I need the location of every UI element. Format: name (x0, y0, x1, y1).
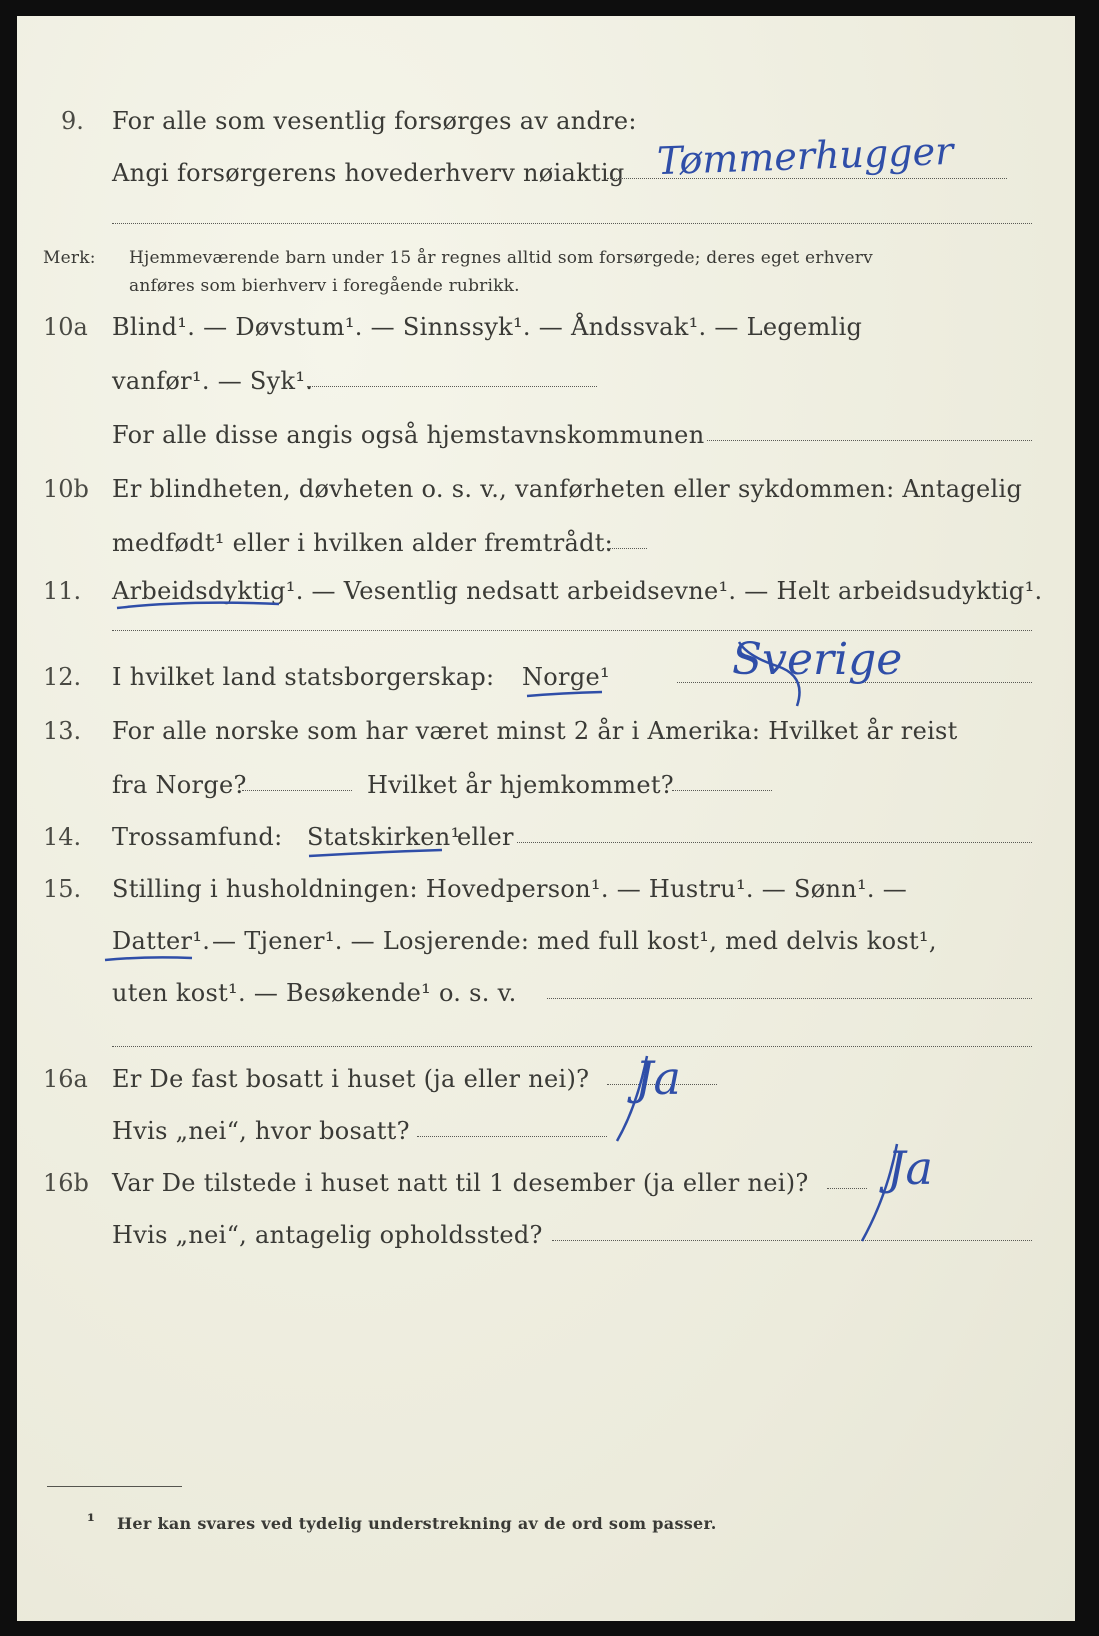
q10a-line-3: For alle disse angis også hjemstavnskommunen (112, 421, 705, 449)
norge-underline (527, 692, 602, 696)
q15-line-3: uten kost¹. — Besøkende¹ o. s. v. (112, 979, 517, 1007)
q16a-number: 16a (43, 1065, 88, 1093)
q12-number: 12. (43, 663, 82, 691)
ja-16b-stroke (862, 1144, 897, 1241)
q14-eller: eller (457, 823, 514, 851)
merk-line-2: anføres som bierhverv i foregående rubrikk. (129, 276, 520, 296)
footnote-mark: ¹ (87, 1511, 96, 1532)
arbeidsdyktig-underline (117, 603, 279, 608)
q12-handwritten-answer: Sverige (732, 634, 903, 685)
q12-norge: Norge¹ (522, 663, 610, 691)
q16b-line-2: Hvis „nei“, antagelig opholdssted? (112, 1221, 543, 1249)
handwritten-markings (17, 16, 1075, 1621)
q10a-line-1: Blind¹. — Døvstum¹. — Sinnssyk¹. — Åndssvak¹. — Legemlig (112, 313, 863, 341)
q15-datter: Datter¹. (112, 927, 211, 955)
datter-underline (105, 957, 192, 960)
q16b-handwritten-answer: Ja (887, 1141, 933, 1195)
census-form-page (17, 16, 1075, 1621)
q12-line-1: I hvilket land statsborgerskap: (112, 663, 495, 691)
q9-subquestion: Angi forsørgerens hovederhverv nøiaktig (112, 159, 625, 187)
statskirken-underline (309, 850, 442, 856)
merk-line-1: Hjemmeværende barn under 15 år regnes alltid som forsørgede; deres eget erhverv (129, 248, 873, 268)
q15-line-2: — Tjener¹. — Losjerende: med full kost¹, med delvis kost¹, (212, 927, 937, 955)
q10b-line-2: medfødt¹ eller i hvilken alder fremtrådt: (112, 529, 614, 557)
sverige-flourish (739, 642, 800, 706)
footnote-text: Her kan svares ved tydelig understrekning av de ord som passer. (117, 1514, 717, 1533)
q9-number: 9. (61, 107, 84, 135)
q16b-number: 16b (43, 1169, 89, 1197)
q16a-handwritten-answer: Ja (635, 1051, 681, 1105)
q14-statskirken: Statskirken¹ (307, 823, 461, 851)
q13-hjemkommet: Hvilket år hjemkommet? (367, 771, 674, 799)
q10a-line-2: vanfør¹. — Syk¹. (112, 367, 314, 395)
q13-number: 13. (43, 717, 82, 745)
q16a-line-2: Hvis „nei“, hvor bosatt? (112, 1117, 410, 1145)
q10b-number: 10b (43, 475, 89, 503)
q14-label: Trossamfund: (112, 823, 283, 851)
q16b-line-1: Var De tilstede i huset natt til 1 desember (ja eller nei)? (112, 1169, 809, 1197)
q13-fra-norge: fra Norge? (112, 771, 247, 799)
q15-line-1: Stilling i husholdningen: Hovedperson¹. — Hustru¹. — Sønn¹. — (112, 875, 908, 903)
q15-number: 15. (43, 875, 82, 903)
q16a-line-1: Er De fast bosatt i huset (ja eller nei)? (112, 1065, 590, 1093)
q10b-line-1: Er blindheten, døvheten o. s. v., vanførheten eller sykdommen: Antagelig (112, 475, 1023, 503)
q14-number: 14. (43, 823, 82, 851)
q10a-number: 10a (43, 313, 88, 341)
ja-16a-stroke (617, 1056, 647, 1141)
q11-number: 11. (43, 577, 82, 605)
q9-question: For alle som vesentlig forsørges av andre: (112, 107, 637, 135)
q13-line-1: For alle norske som har været minst 2 år i Amerika: Hvilket år reist (112, 717, 958, 745)
merk-label: Merk: (43, 248, 96, 268)
q9-handwritten-answer: Tømmerhugger (656, 128, 954, 184)
q11-line-1: Arbeidsdyktig¹. — Vesentlig nedsatt arbeidsevne¹. — Helt arbeidsudyktig¹. (112, 577, 1043, 605)
